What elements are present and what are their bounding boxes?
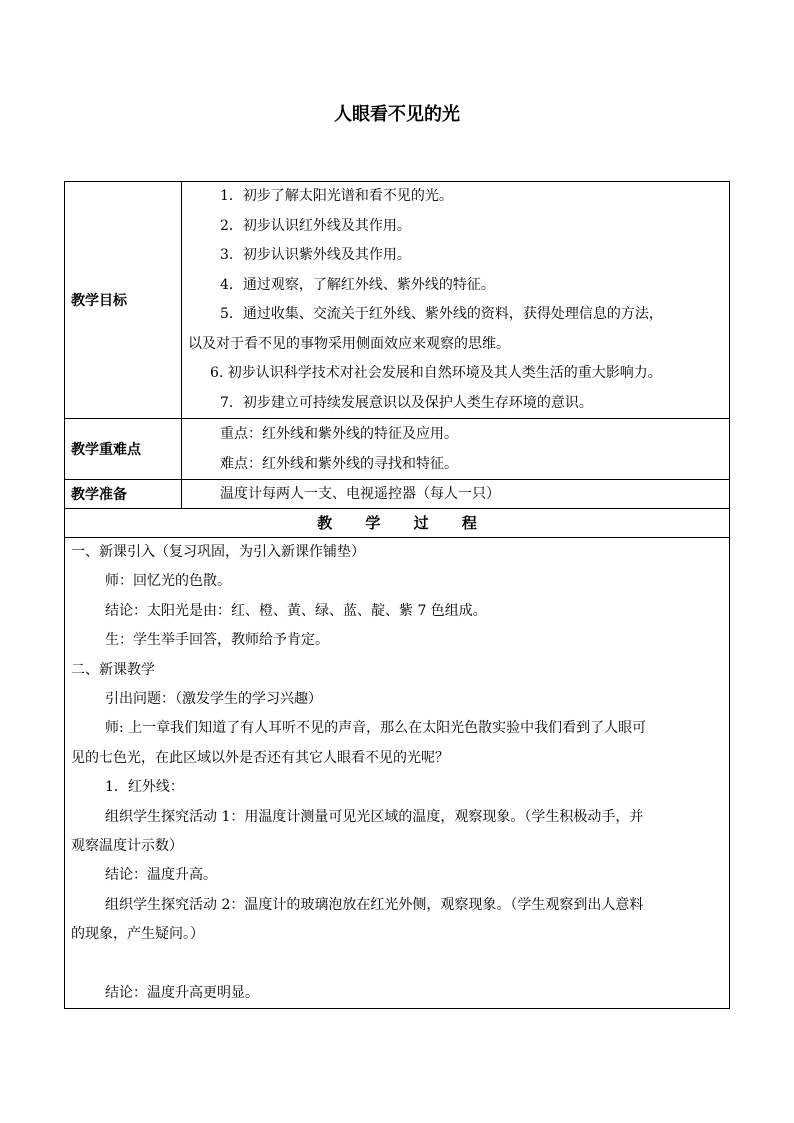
goal-line: 6. 初步认识科学技术对社会发展和自然环境及其人类生活的重大影响力。 <box>210 365 662 381</box>
goal-line: 以及对于看不见的事物采用侧面效应来观察的思维。 <box>188 335 510 352</box>
process-heading-char: 教 <box>317 514 333 532</box>
process-line: 师: 上一章我们知道了有人耳听不见的声音，那么在太阳光色散实验中我们看到了人眼可 <box>105 720 647 737</box>
prep-content <box>182 480 730 509</box>
process-line: 结论：温度升高更明显。 <box>105 984 259 1001</box>
process-heading-char: 学 <box>365 514 381 532</box>
focus-row <box>65 419 730 480</box>
goals-content <box>182 182 730 419</box>
goal-line: 4．通过观察，了解红外线、紫外线的特征。 <box>220 276 495 293</box>
process-content <box>65 538 730 1009</box>
process-line <box>65 949 729 978</box>
process-line: 二、新课教学 <box>71 661 155 678</box>
process-heading <box>65 509 730 538</box>
process-line: 的现象，产生疑问。） <box>71 926 204 943</box>
focus-line: 重点：红外线和紫外线的特征及应用。 <box>220 426 458 442</box>
process-line: 组织学生探究活动 1：用温度计测量可见光区域的温度，观察现象。（学生积极动手，并 <box>105 808 644 825</box>
process-heading-char: 程 <box>461 514 477 532</box>
focus-label: 教学重难点 <box>65 419 182 480</box>
goal-line: 2．初步认识红外线及其作用。 <box>220 217 411 234</box>
process-row <box>65 538 730 1009</box>
page-title: 人眼看不见的光 <box>334 104 460 125</box>
goal-line: 7．初步建立可持续发展意识以及保护人类生存环境的意识。 <box>220 394 593 411</box>
process-line: 1．红外线： <box>105 779 184 796</box>
process-line: 组织学生探究活动 2：温度计的玻璃泡放在红光外侧，观察现象。（学生观察到出人意料 <box>105 896 644 913</box>
goal-line: 3．初步认识紫外线及其作用。 <box>220 247 411 263</box>
process-line: 见的七色光，在此区域以外是否还有其它人眼看不见的光呢？ <box>71 749 449 766</box>
focus-content <box>182 419 730 480</box>
goals-label: 教学目标 <box>65 182 182 419</box>
goal-line: 5．通过收集、交流关于红外线、紫外线的资料，获得处理信息的方法， <box>220 306 663 322</box>
process-line: 引出问题：（激发学生的学习兴趣） <box>105 690 322 707</box>
goals-row <box>65 182 730 419</box>
process-line: 师：回忆光的色散。 <box>105 573 231 590</box>
goal-line: 1．初步了解太阳光谱和看不见的光。 <box>220 188 453 204</box>
process-line: 结论：温度升高。 <box>105 867 217 884</box>
prep-label: 教学准备 <box>65 480 182 509</box>
process-line: 观察温度计示数） <box>71 837 183 854</box>
lesson-plan-table <box>64 181 730 1009</box>
process-heading-char: 过 <box>413 514 429 532</box>
focus-line: 难点：红外线和紫外线的寻找和特征。 <box>220 456 458 472</box>
prep-row <box>65 480 730 509</box>
process-line: 结论：太阳光是由：红、橙、黄、绿、蓝、靛、紫 7 色组成。 <box>105 602 487 619</box>
process-line: 生：学生举手回答，教师给予肯定。 <box>105 632 329 649</box>
process-heading-row <box>65 509 730 538</box>
process-line: 一、新课引入（复习巩固，为引入新课作铺垫） <box>71 544 365 560</box>
prep-text: 温度计每两人一支、电视遥控器（每人一只） <box>220 486 500 502</box>
